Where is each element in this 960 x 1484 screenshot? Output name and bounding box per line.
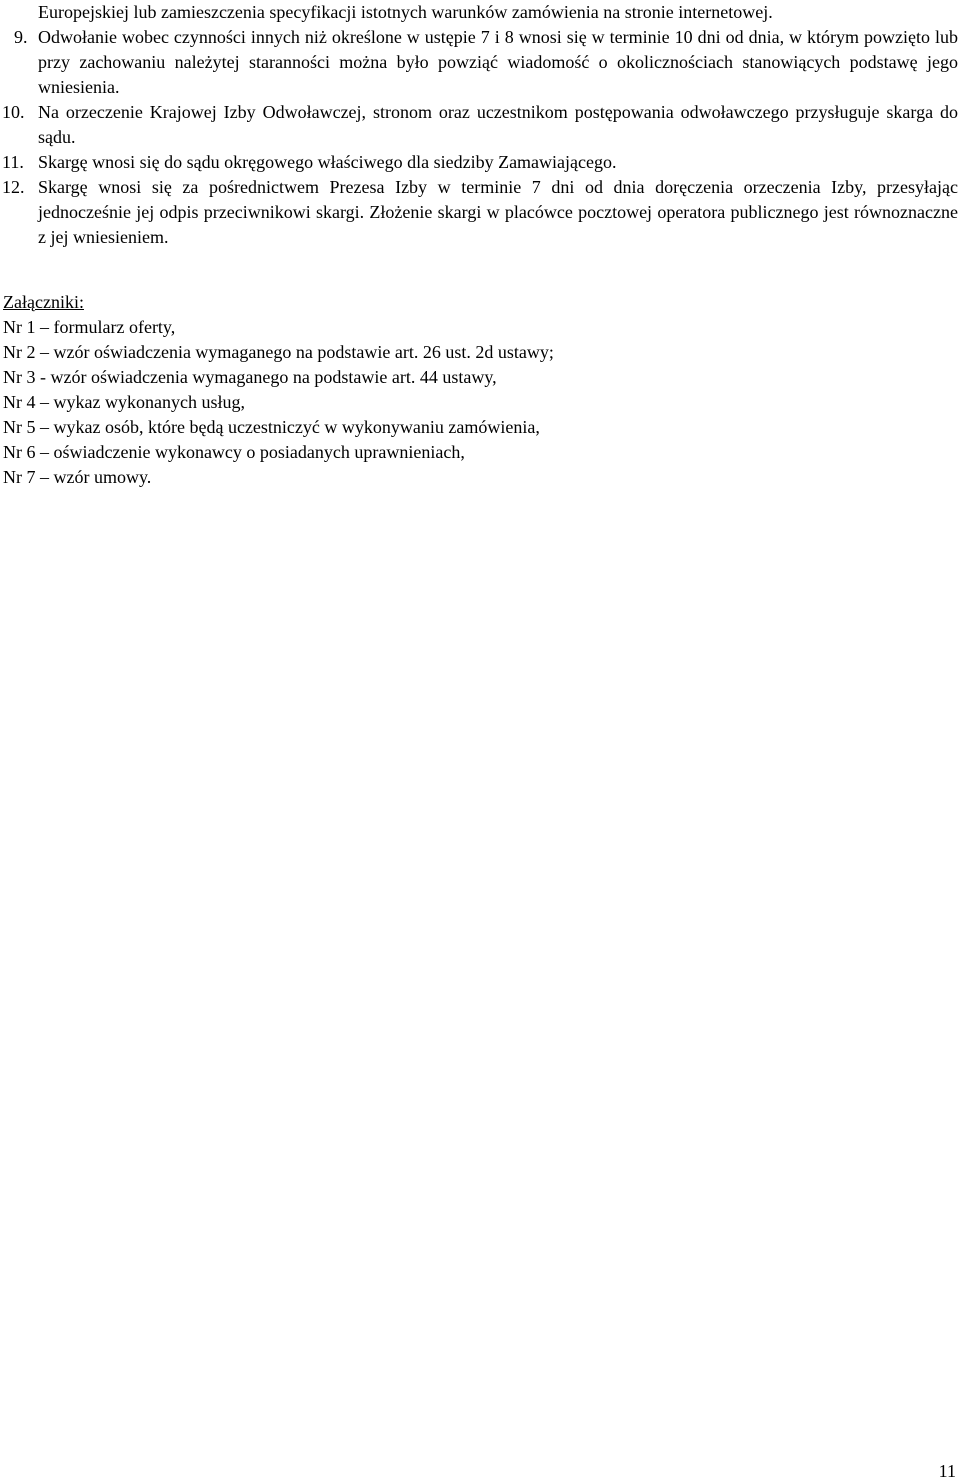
item-text: Na orzeczenie Krajowej Izby Odwoławczej, stronom oraz uczestnikom postępowania odwoławczego przysługuje skarga do sądu. (38, 102, 958, 147)
list-item (0, 150, 958, 175)
list-item (0, 100, 958, 150)
item-number: 11. (2, 152, 24, 172)
item-text: Skargę wnosi się za pośrednictwem Prezesa Izby w terminie 7 dni od dnia doręczenia orzeczenia Izby, przesyłając jednocześnie jej odpis przeciwnikowi skargi. Złożenie skargi w placówce pocztowej operatora publicznego jest równoznaczne z jej wniesieniem. (38, 177, 958, 247)
attachment-line: Nr 5 – wykaz osób, które będą uczestniczyć w wykonywaniu zamówienia, (3, 417, 540, 437)
attachment-line: Nr 2 – wzór oświadczenia wymaganego na podstawie art. 26 ust. 2d ustawy; (3, 342, 554, 362)
page-number: 11 (938, 1461, 956, 1481)
item-text: Skargę wnosi się do sądu okręgowego właściwego dla siedziby Zamawiającego. (38, 152, 617, 172)
attachment-line: Nr 6 – oświadczenie wykonawcy o posiadanych uprawnieniach, (3, 442, 465, 462)
item-number: 9. (14, 27, 28, 47)
item-text: Odwołanie wobec czynności innych niż określone w ustępie 7 i 8 wnosi się w terminie 10 dni od dnia, w którym powzięto lub przy zachowaniu należytej staranności można było powziąć wiadomość o okolicznościach stanowiących podstawę jego wniesienia. (38, 27, 958, 97)
attachment-line: Nr 1 – formularz oferty, (3, 317, 176, 337)
list-item (0, 25, 958, 100)
attachments-heading: Załączniki: (3, 292, 84, 312)
list-item (0, 175, 958, 250)
attachment-line: Nr 7 – wzór umowy. (3, 467, 152, 487)
continuation-line: Europejskiej lub zamieszczenia specyfikacji istotnych warunków zamówienia na stronie internetowej. (38, 2, 773, 22)
item-number: 10. (2, 102, 25, 122)
attachments-section (3, 290, 903, 490)
numbered-list (0, 25, 958, 250)
attachment-line: Nr 3 - wzór oświadczenia wymaganego na podstawie art. 44 ustawy, (3, 367, 497, 387)
item-number: 12. (2, 177, 25, 197)
attachment-line: Nr 4 – wykaz wykonanych usług, (3, 392, 245, 412)
